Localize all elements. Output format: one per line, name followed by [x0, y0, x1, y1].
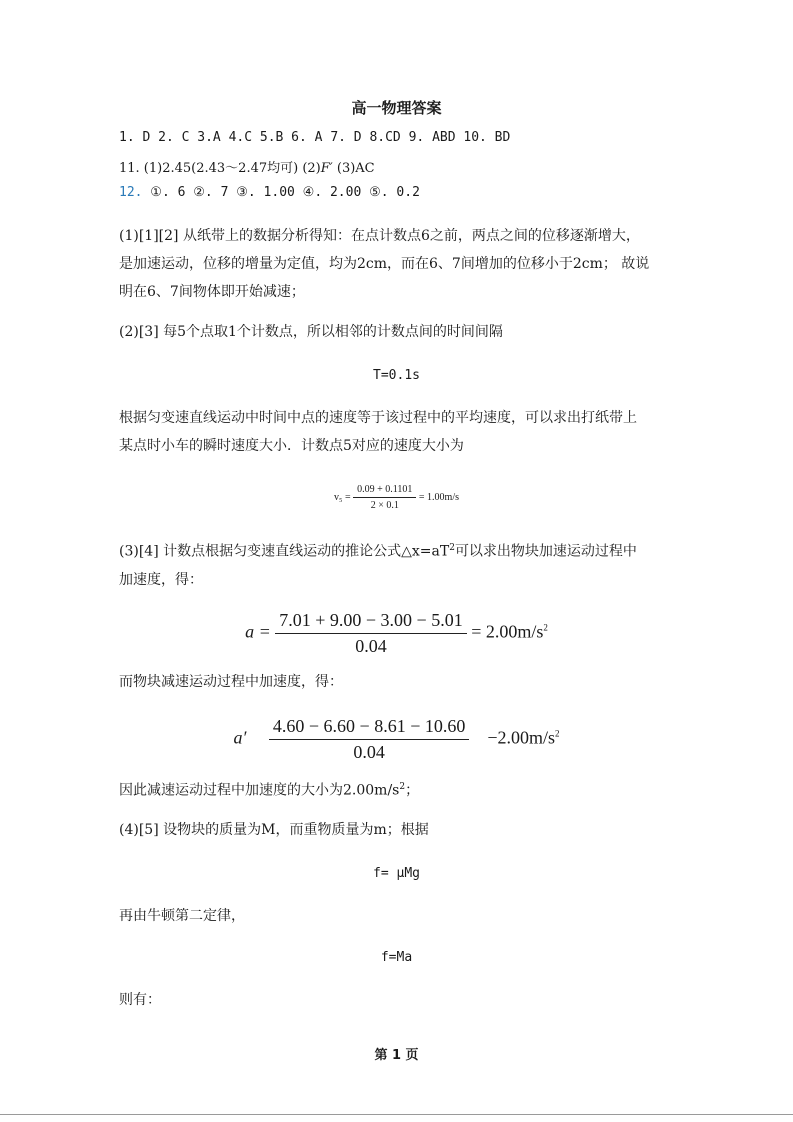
answers-line-2-fprime: F′	[320, 161, 333, 176]
answers-line-2	[119, 157, 375, 176]
paragraph-5: 而物块减速运动过程中加速度，得：	[119, 674, 343, 690]
equation-deceleration-rhs-sup: 2	[555, 728, 560, 739]
paragraph-4-line-1	[119, 534, 637, 566]
paragraph-3	[119, 404, 637, 460]
equation-newton: f=Ma	[380, 950, 413, 965]
paragraph-4-superscript: 2	[449, 543, 455, 553]
paragraph-4-line-2: 加速度，得：	[119, 571, 203, 588]
paragraph-4-line-1-a: (3)[4] 计数点根据匀变速直线运动的推论公式△x=aT	[119, 543, 450, 560]
equation-acceleration-rhs-sup: 2	[543, 622, 548, 633]
page-bottom-divider	[0, 1114, 793, 1115]
paragraph-1	[119, 222, 649, 306]
paragraph-6-superscript: 2	[399, 782, 406, 792]
answers-line-1: 1. D 2. C 3.A 4.C 5.B 6. A 7. D 8.CD 9. ABD 10. BD	[119, 130, 511, 145]
paragraph-6	[119, 773, 419, 805]
equation-deceleration-denominator: 0.04	[353, 742, 385, 762]
equation-velocity-5-lhs: v₅ =	[333, 491, 351, 503]
equation-velocity-5-denominator: 2 × 0.1	[370, 500, 399, 511]
equation-deceleration	[0, 716, 793, 763]
equation-period: T=0.1s	[373, 368, 420, 383]
equation-acceleration-denominator: 0.04	[355, 636, 387, 656]
equation-velocity-5-numerator: 0.09 + 0.1101	[353, 484, 416, 498]
equation-friction: f= μMg	[373, 866, 420, 881]
equation-deceleration-rhs: −2.00m/s	[487, 727, 556, 748]
paragraph-1-line-3: 明在6、7间物体即开始减速；	[119, 284, 305, 300]
paragraph-8: 再由牛顿第二定律，	[119, 908, 245, 924]
answers-line-2-prefix: 11. (1)2.45(2.43～2.47均可) (2)	[119, 161, 321, 176]
equation-deceleration-numerator: 4.60 − 6.60 − 8.61 − 10.60	[269, 716, 469, 740]
answers-line-3	[119, 185, 420, 200]
paragraph-6-text: 因此减速运动过程中加速度的大小为2.00m/s	[119, 782, 400, 799]
paragraph-9: 则有：	[119, 992, 161, 1008]
equation-acceleration	[0, 610, 793, 657]
paragraph-4	[119, 534, 637, 594]
page-title: 高一物理答案	[351, 99, 442, 117]
equation-deceleration-fraction	[269, 716, 469, 763]
paragraph-3-line-2: 某点时小车的瞬时速度大小．计数点5对应的速度大小为	[119, 438, 464, 454]
paragraph-1-line-2: 是加速运动，位移的增量为定值，均为2cm，而在6、7间增加的位移小于2cm； 故说	[119, 256, 650, 272]
equation-acceleration-lhs: a =	[245, 621, 271, 642]
equation-acceleration-numerator: 7.01 + 9.00 − 3.00 − 5.01	[275, 610, 466, 634]
equation-velocity-5-rhs: = 1.00m/s	[418, 491, 459, 503]
equation-velocity-5	[0, 484, 793, 511]
paragraph-7: (4)[5] 设物块的质量为M，而重物质量为m；根据	[119, 822, 429, 838]
page-footer: 第 1 页	[374, 1048, 419, 1063]
paragraph-3-line-1: 根据匀变速直线运动中时间中点的速度等于该过程中的平均速度，可以求出打纸带上	[119, 410, 637, 426]
paragraph-4-line-1-b: 可以求出物块加速运动过程中	[454, 543, 637, 560]
paragraph-2: (2)[3] 每5个点取1个计数点，所以相邻的计数点间的时间间隔	[119, 324, 503, 340]
answers-line-2-suffix: (3)AC	[332, 161, 375, 176]
equation-deceleration-lhs: a′	[233, 727, 247, 748]
paragraph-1-line-1: (1)[1][2] 从纸带上的数据分析得知：在点计数点6之前，两点之间的位移逐渐增大，	[119, 228, 640, 244]
equation-acceleration-fraction	[275, 610, 466, 657]
answers-line-3-rest: ①. 6 ②. 7 ③. 1.00 ④. 2.00 ⑤. 0.2	[142, 185, 420, 200]
equation-velocity-5-fraction	[353, 484, 416, 511]
equation-acceleration-rhs: = 2.00m/s	[471, 621, 544, 642]
question-12-number: 12.	[119, 185, 143, 200]
paragraph-6-end: ；	[405, 782, 420, 799]
